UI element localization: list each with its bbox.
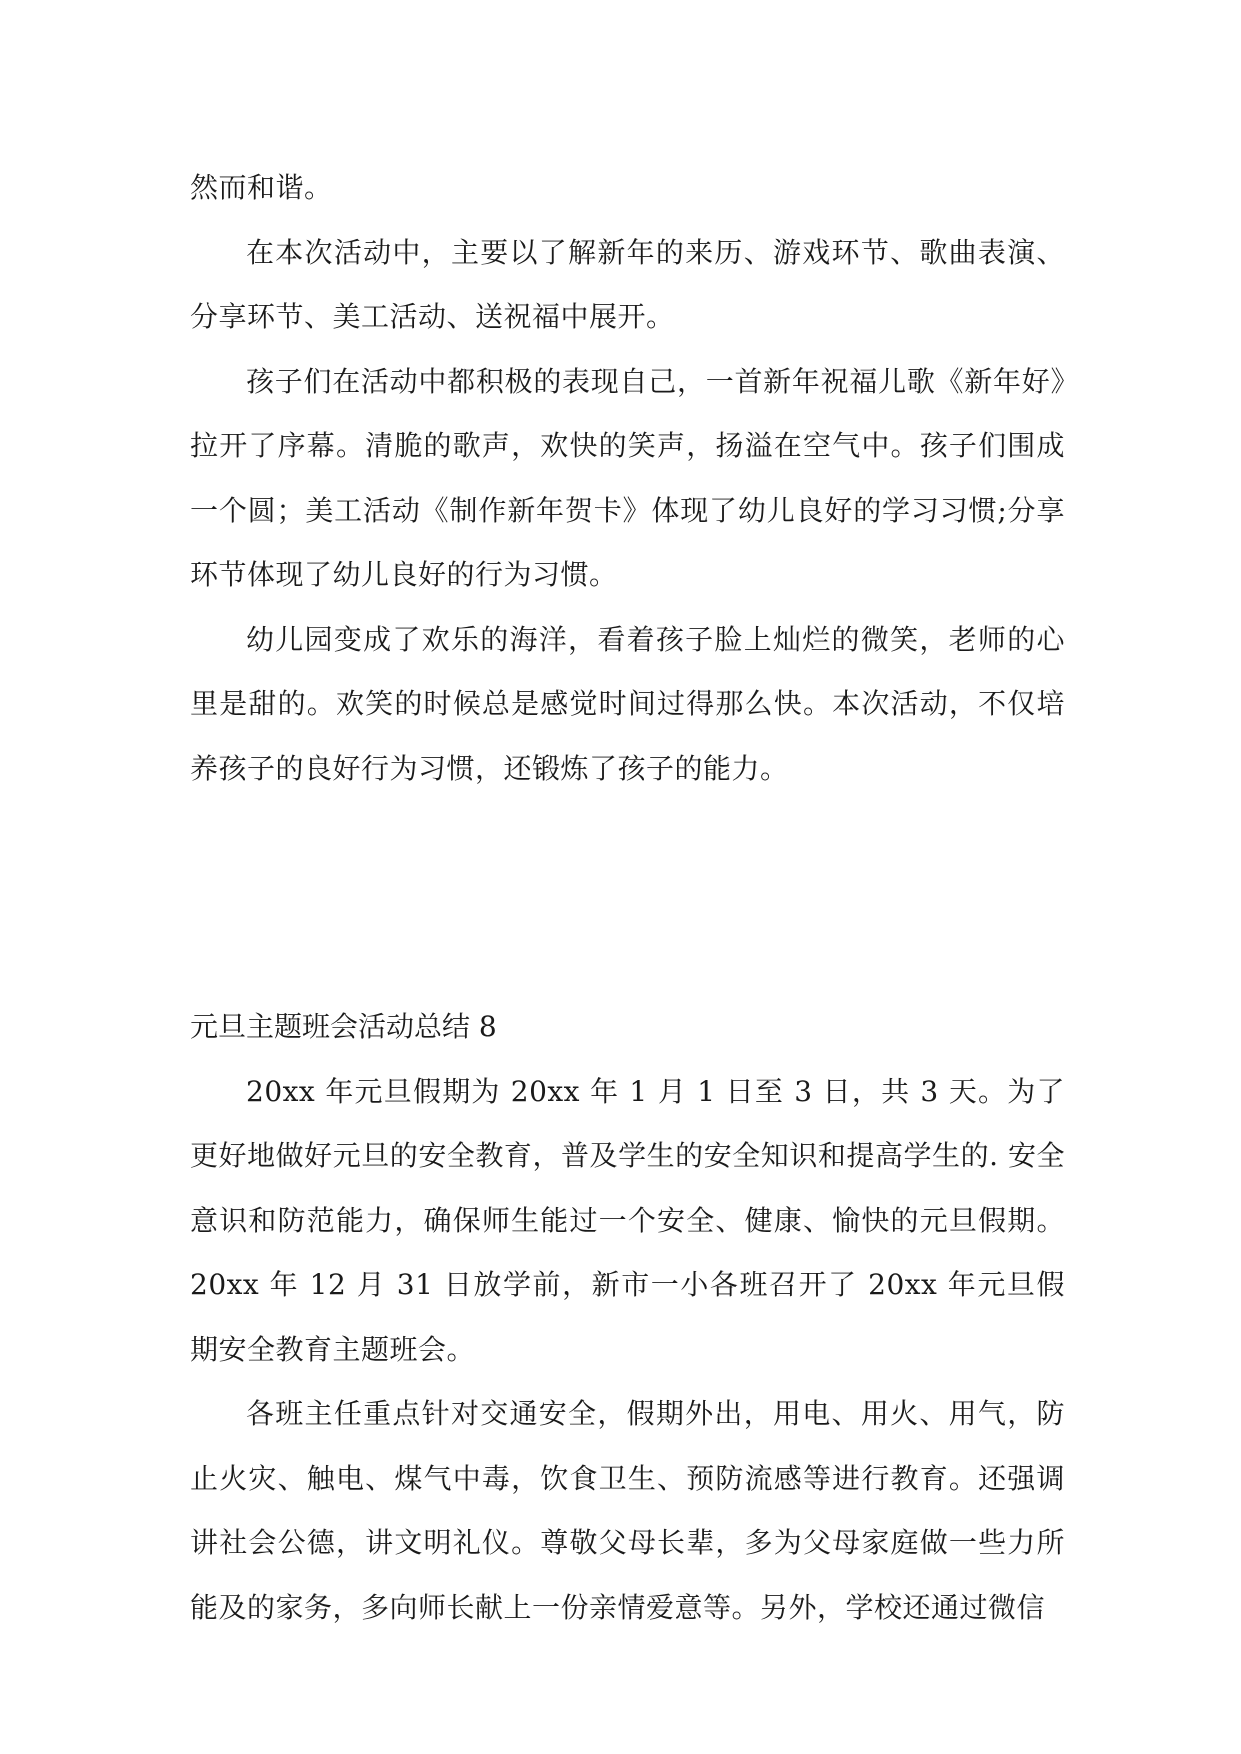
paragraph-holiday-safety: 20xx 年元旦假期为 20xx 年 1 月 1 日至 3 日，共 3 天。为了更好地做好元旦的安全教育，普及学生的安全知识和提高学生的. 安全意识和防范能力，确保师生能过一个安全、健康、愉快的元旦假期。20xx 年 12 月 31 日放学前，新市一小各班召开了 20xx 年元旦假期安全教育主题班会。 bbox=[190, 1074, 1065, 1366]
paragraph-teacher-education: 各班主任重点针对交通安全，假期外出，用电、用火、用气，防止火灾、触电、煤气中毒，饮食卫生、预防流感等进行教育。还强调讲社会公德，讲文明礼仪。尊敬父母长辈，多为父母家庭做一些力所能及的家务，多向师长献上一份亲情爱意等。另外，学校还通过微信 bbox=[190, 1397, 1065, 1624]
section-spacer bbox=[190, 801, 1065, 995]
paragraph-continuation: 然而和谐。 bbox=[190, 171, 333, 204]
document-body bbox=[190, 156, 1065, 1640]
paragraph-activity-overview: 在本次活动中，主要以了解新年的来历、游戏环节、歌曲表演、分享环节、美工活动、送祝福中展开。 bbox=[190, 235, 1065, 333]
paragraph-kindergarten-joy: 幼儿园变成了欢乐的海洋，看着孩子脸上灿烂的微笑，老师的心里是甜的。欢笑的时候总是感觉时间过得那么快。本次活动，不仅培养孩子的良好行为习惯，还锻炼了孩子的能力。 bbox=[190, 622, 1065, 785]
paragraph-children-performance: 孩子们在活动中都积极的表现自己，一首新年祝福儿歌《新年好》拉开了序幕。清脆的歌声，欢快的笑声，扬溢在空气中。孩子们围成一个圆；美工活动《制作新年贺卡》体现了幼儿良好的学习习惯;分享环节体现了幼儿良好的行为习惯。 bbox=[190, 364, 1065, 591]
section-title: 元旦主题班会活动总结 8 bbox=[190, 1010, 497, 1043]
